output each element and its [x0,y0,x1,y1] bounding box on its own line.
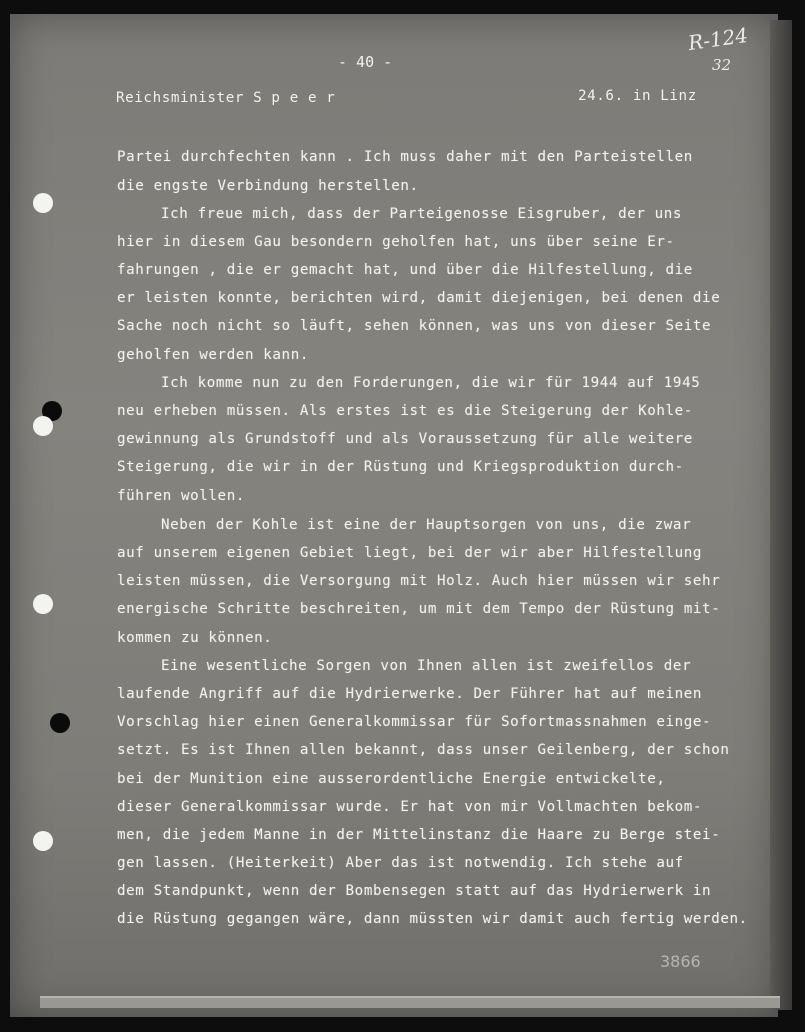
text-line: Vorschlag hier einen Generalkommissar für Sofortmassnahmen einge- [117,714,712,730]
text-line: setzt. Es ist Ihnen allen bekannt, dass unser Geilenberg, der schon [117,742,730,758]
text-line: er leisten konnte, berichten wird, damit diejenigen, bei denen die [117,290,721,306]
page-number: - 40 - [338,53,393,71]
text-line: Sache noch nicht so läuft, sehen können, was uns von dieser Seite [117,318,712,334]
text-line: geholfen werden kann. [117,347,309,363]
punch-hole [33,594,53,614]
text-line: Partei durchfechten kann . Ich muss daher mit den Parteistellen [117,149,693,165]
text-line: auf unserem eigenen Gebiet liegt, bei der wir aber Hilfestellung [117,545,703,561]
text-line: laufende Angriff auf die Hydrierwerke. Der Führer hat auf meinen [117,686,703,702]
text-line: leisten müssen, die Versorgung mit Holz. Auch hier müssen wir sehr [117,573,721,589]
text-line: bei der Munition eine ausserordentliche Energie entwickelte, [117,771,666,787]
text-line: dieser Generalkommissar wurde. Er hat von mir Vollmachten bekom- [117,799,703,815]
text-line: fahrungen , die er gemacht hat, und über die Hilfestellung, die [117,262,693,278]
text-line: hier in diesem Gau besondern geholfen hat, uns über seine Er- [117,234,675,250]
date-place: 24.6. in Linz [578,88,697,104]
text-line: Steigerung, die wir in der Rüstung und Kriegsproduktion durch- [117,459,684,475]
text-line: führen wollen. [117,488,245,504]
text-line: Neben der Kohle ist eine der Hauptsorgen von uns, die zwar [161,517,692,533]
punch-hole [33,193,53,213]
text-line: men, die jedem Manne in der Mittelinstanz die Haare zu Berge stei- [117,827,721,843]
handwritten-number: 32 [712,56,732,74]
text-line: gen lassen. (Heiterkeit) Aber das ist notwendig. Ich stehe auf [117,855,684,871]
handwritten-reference: R-124 [686,22,750,56]
text-line: die engste Verbindung herstellen. [117,178,419,194]
punch-hole [33,831,53,851]
speaker-heading: Reichsminister S p e e r [116,90,336,106]
text-line: Ich komme nun zu den Forderungen, die wir für 1944 auf 1945 [161,375,701,391]
text-line: energische Schritte beschreiten, um mit dem Tempo der Rüstung mit- [117,601,721,617]
bottom-edge-strip [40,996,780,1008]
punch-hole [50,713,70,733]
text-line: Eine wesentliche Sorgen von Ihnen allen ist zweifellos der [161,658,692,674]
text-line: dem Standpunkt, wenn der Bombensegen statt auf das Hydrierwerk in [117,883,712,899]
text-line: neu erheben müssen. Als erstes ist es die Steigerung der Kohle- [117,403,693,419]
page-edge [770,20,792,1010]
punch-hole [33,416,53,436]
archive-stamp-number: 3866 [660,952,701,971]
text-line: kommen zu können. [117,630,273,646]
text-line: Ich freue mich, dass der Parteigenosse Eisgruber, der uns [161,206,683,222]
text-line: gewinnung als Grundstoff und als Voraussetzung für alle weitere [117,431,693,447]
text-line: die Rüstung gegangen wäre, dann müssten wir damit auch fertig werden. [117,911,748,927]
